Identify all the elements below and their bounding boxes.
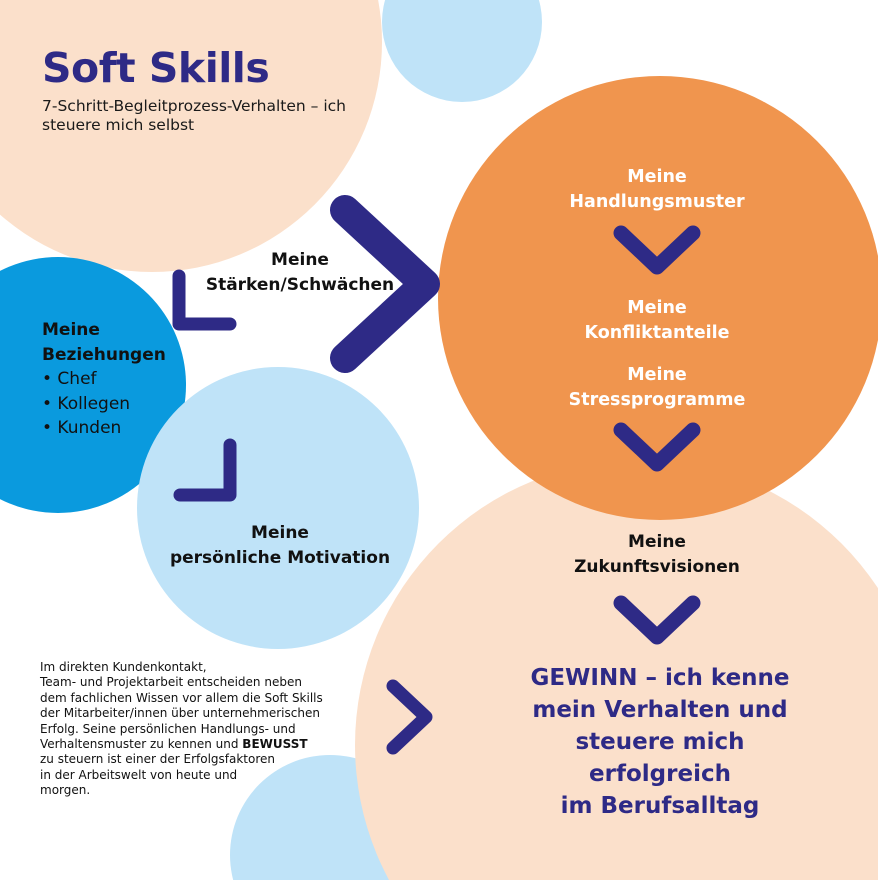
page-title: Soft Skills (42, 44, 270, 92)
bubble-title-peach (0, 0, 382, 272)
list-item: • Chef (42, 369, 97, 389)
description-text: Im direkten Kundenkontakt, Team- und Projektarbeit entscheiden neben dem fachlichen Wissen vor allem die Soft Skills der Mitarbeiter/innen über unternehmerischen Erfolg. Seine persönlichen Handlungs- und Verhaltensmuster zu kennen und BEWUSST zu steuern ist einer der Erfolgsfaktoren in der Arbeitswelt von heute und morgen. (40, 660, 345, 799)
list-item: • Kollegen (42, 393, 131, 414)
list-item: • Kunden (42, 418, 122, 438)
bubble-motivation (137, 367, 419, 649)
label-staerken-schwaechen: Meine Stärken/Schwächen (205, 250, 395, 295)
label-zukunftsvisionen: Meine Zukunftsvisionen (574, 532, 740, 577)
beziehungen-list (42, 367, 166, 441)
beziehungen-heading: Meine (42, 320, 100, 340)
gewinn-statement: GEWINN – ich kenne mein Verhalten und steuere mich erfolgreich im Berufsalltag (530, 665, 790, 819)
beziehungen-block (42, 318, 166, 441)
description-line: Verhaltensmuster zu kennen und BEWUSST (40, 737, 308, 752)
beziehungen-heading: Beziehungen (42, 344, 166, 365)
page-subtitle: 7-Schritt-Begleitprozess-Verhalten – ich steuere mich selbst (42, 97, 346, 134)
label-konfliktanteile: Meine Konfliktanteile (584, 298, 730, 343)
label-stressprogramme: Meine Stressprogramme (568, 365, 746, 410)
bewusst-emphasis: BEWUSST (242, 737, 308, 752)
bubble-top-blue (382, 0, 542, 102)
label-handlungsmuster: Meine Handlungsmuster (569, 167, 745, 212)
label-motivation: Meine persönliche Motivation (169, 523, 391, 568)
